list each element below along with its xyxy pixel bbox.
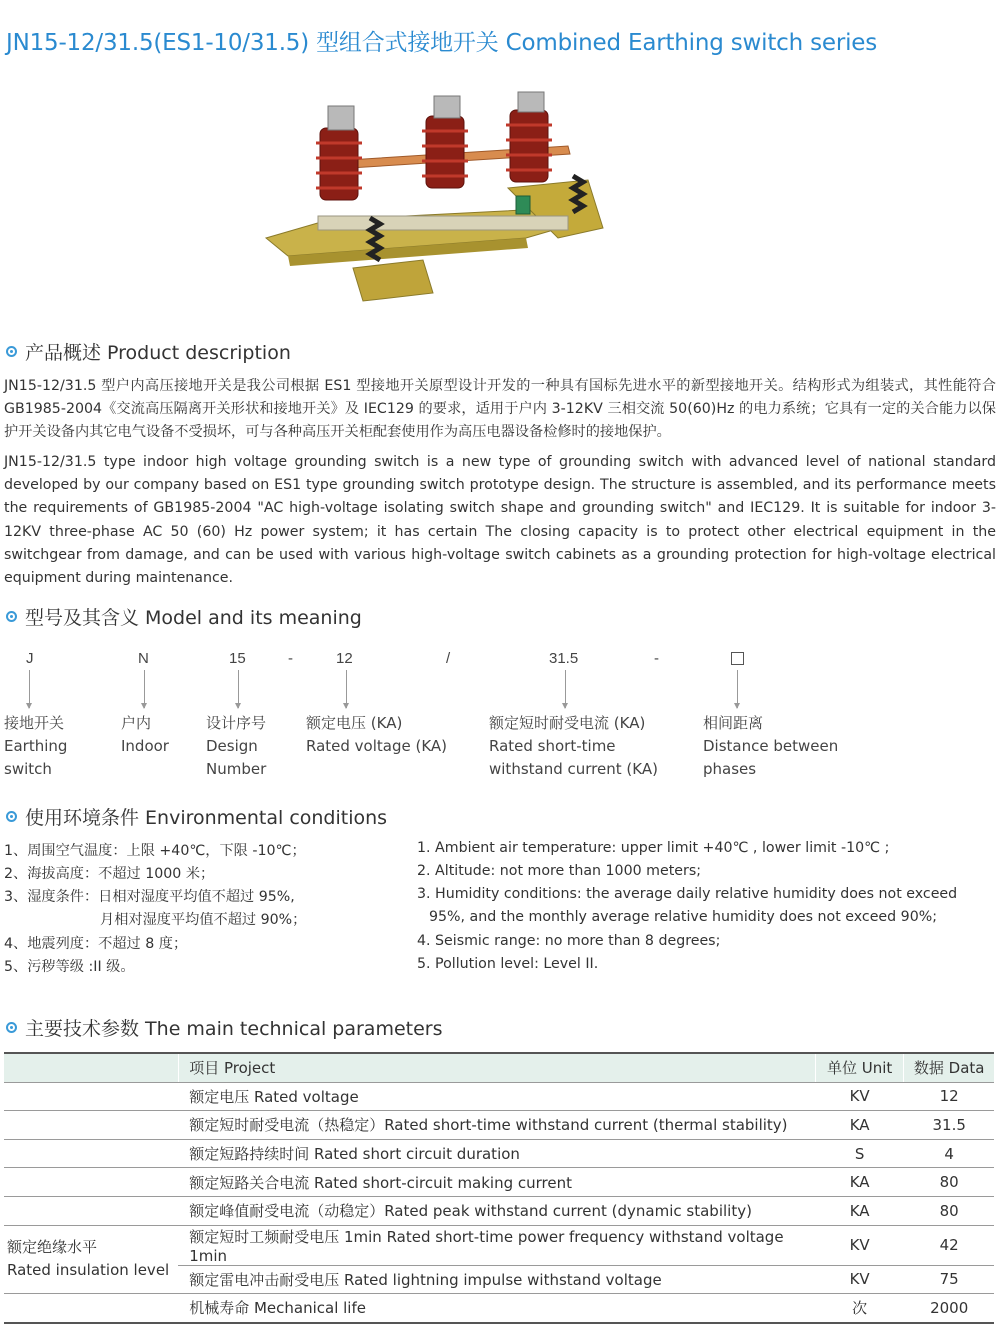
env-cn-line-3b: 月相对湿度平均值不超过 90%； [100,912,307,928]
model-label-indoor: 户内 Indoor [121,714,169,755]
category-rated-insulation-level: 额定绝缘水平 Rated insulation level [4,1225,179,1294]
table-row: 机械寿命 Mechanical life 次 2000 [4,1294,994,1323]
model-code-dash-2: - [654,650,659,667]
circle-bullet-icon [6,611,17,622]
model-code-j: J [26,650,34,667]
down-arrow-icon [29,670,30,708]
table-row: 额定短时耐受电流（热稳定）Rated short-time withstand current (thermal stability) KA 31.5 [4,1111,994,1140]
down-arrow-icon [238,670,239,708]
model-label-rated-withstand-current: 额定短时耐受电流 (KA) Rated short-time withstand current (KA) [489,714,658,778]
blank-square-icon [731,652,744,665]
env-en-line-1: 1. Ambient air temperature: upper limit +40℃ , lower limit -10℃ ; [417,840,890,856]
header-data: 数据 Data [904,1053,994,1082]
env-en-line-5: 5. Pollution level: Level II. [417,956,599,972]
env-cn-line-5: 5、污秽等级 :II 级。 [4,959,135,975]
circle-bullet-icon [6,811,17,822]
description-en: JN15-12/31.5 type indoor high voltage grounding switch is a new type of grounding switch with advanced level of national standard developed by our company based on ES1 type grounding switch prototype design. The structure is assembled, and its performance meets the requirements of GB1985-2004 "AC high-voltage isolating switch shape and grounding switch" and IEC129. It is suitable for indoor 3-12KV three-phase AC 50 (60) Hz power system; it has certain The closing capacity is to protect other electrical equipment in the switchgear from damage, and can be used with various high-voltage switch cabinets as a grounding protection for high-voltage electrical equipment during maintenance. [4,454,996,587]
model-code-15: 15 [229,650,246,667]
env-cn-line-1: 1、周围空气温度：上限 +40℃，下限 -10℃； [4,843,306,859]
env-cn-line-2: 2、海拔高度：不超过 1000 米； [4,866,215,882]
model-label-earthing-switch: 接地开关 Earthing switch [4,714,68,778]
down-arrow-icon [346,670,347,708]
environment-heading: 使用环境条件 Environmental conditions [6,803,387,830]
page-title: JN15-12/31.5(ES1-10/31.5) 型组合式接地开关 Combined Earthing switch series [6,30,878,56]
down-arrow-icon [737,670,738,708]
env-en-line-4: 4. Seismic range: no more than 8 degrees; [417,933,721,949]
table-header-row [4,1053,994,1082]
model-code-slash: / [446,650,451,667]
model-code-n: N [138,650,149,667]
product-description-heading: 产品概述 Product description [6,338,291,365]
env-en-line-3b: 95%, and the monthly average relative humidity does not exceed 90%; [429,909,937,925]
model-label-phase-distance: 相间距离 Distance between phases [703,714,839,778]
model-heading: 型号及其含义 Model and its meaning [6,603,362,630]
circle-bullet-icon [6,346,17,357]
env-cn-line-3: 3、湿度条件：日相对湿度平均值不超过 95%, [4,889,295,905]
model-code-12: 12 [336,650,353,667]
description-cn: JN15-12/31.5 型户内高压接地开关是我公司根据 ES1 型接地开关原型设计开发的一种具有国标先进水平的新型接地开关。结构形式为组装式，其性能符合 GB1985-2004《交流高压隔离开关形状和接地开关》及 IEC129 的要求，适用于户内 3-12KV 三相交流 50(60)Hz 的电力系统；它具有一定的关合能力以保护开关设备内其它电气设备不受损坏，可与各种高压开关柜配套使用作为高压电器设备检修时的接地保护。 [4,378,996,441]
table-row: 额定电压 Rated voltage KV 12 [4,1082,994,1111]
parameters-heading: 主要技术参数 The main technical parameters [6,1014,443,1041]
model-code-box [731,652,744,669]
table-row: 额定峰值耐受电流（动稳定）Rated peak withstand current (dynamic stability) KA 80 [4,1196,994,1225]
model-code-31-5: 31.5 [549,650,579,667]
table-row: 额定雷电冲击耐受电压 Rated lightning impulse withstand voltage KV 75 [4,1265,994,1294]
env-en-line-3: 3. Humidity conditions: the average daily relative humidity does not exceed [417,886,958,902]
env-cn-line-4: 4、地震列度：不超过 8 度； [4,936,188,952]
down-arrow-icon [565,670,566,708]
header-unit: 单位 Unit [815,1053,904,1082]
env-en-line-2: 2. Altitude: not more than 1000 meters; [417,863,701,879]
table-row: 额定短路关合电流 Rated short-circuit making current KA 80 [4,1168,994,1197]
model-label-rated-voltage: 额定电压 (KA) Rated voltage (KA) [306,714,448,755]
product-photo [258,88,608,320]
down-arrow-icon [144,670,145,708]
header-project: 项目 Project [179,1053,816,1082]
model-label-design-number: 设计序号 Design Number [206,714,267,778]
table-row: 额定绝缘水平 Rated insulation level 额定短时工频耐受电压 1min Rated short-time power frequency withstand voltage 1min KV 42 [4,1225,994,1265]
table-row: 额定短路持续时间 Rated short circuit duration S 4 [4,1139,994,1168]
circle-bullet-icon [6,1022,17,1033]
parameters-table [4,1052,994,1324]
header-category [4,1053,179,1082]
model-code-dash: - [288,650,293,667]
